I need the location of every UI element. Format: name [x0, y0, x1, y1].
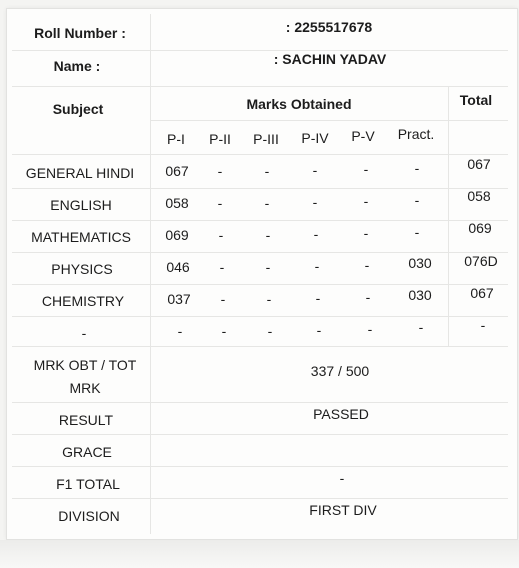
mark-cell: -: [312, 162, 318, 178]
grid-line: [448, 86, 449, 346]
marks-total-label: MRK OBT / TOT: [33, 357, 137, 373]
total-cell: 067: [467, 156, 491, 172]
mark-cell: -: [316, 322, 322, 338]
mark-cell: -: [363, 225, 369, 241]
name-label: Name :: [53, 58, 101, 74]
grid-line: [12, 220, 508, 221]
f1-total-value: -: [339, 470, 345, 486]
subject-name: ENGLISH: [50, 197, 112, 213]
mark-cell: 046: [166, 259, 190, 275]
mark-cell: -: [267, 323, 273, 339]
marks-obtained-header: Marks Obtained: [246, 96, 352, 112]
mark-cell: -: [264, 163, 270, 179]
grid-line: [12, 86, 508, 87]
mark-cell: -: [414, 192, 420, 208]
grid-line: [12, 252, 508, 253]
grid-line: [12, 402, 508, 403]
mark-cell: -: [266, 291, 272, 307]
subject-name: GENERAL HINDI: [25, 165, 135, 181]
paper-header-p5: P-V: [351, 128, 375, 144]
paper-header-p3: P-III: [253, 131, 279, 147]
mark-cell: -: [177, 323, 183, 339]
mark-cell: -: [364, 257, 370, 273]
grid-line: [150, 120, 508, 121]
mark-cell: 069: [165, 227, 189, 243]
mark-cell: -: [265, 227, 271, 243]
division-label: DIVISION: [58, 508, 120, 524]
roll-number-value: : 2255517678: [285, 19, 373, 35]
subject-name: MATHEMATICS: [31, 229, 131, 245]
mark-cell: -: [217, 195, 223, 211]
grid-line: [150, 14, 151, 534]
total-cell: 058: [467, 188, 491, 204]
mark-cell: -: [418, 319, 424, 335]
mark-cell: -: [314, 258, 320, 274]
result-label: RESULT: [58, 412, 114, 428]
grid-line: [12, 346, 508, 347]
marks-total-label-line2: MRK: [69, 380, 101, 396]
paper-header-p1: P-I: [167, 131, 185, 147]
mark-cell: -: [217, 163, 223, 179]
mark-cell: -: [363, 161, 369, 177]
total-cell: -: [480, 317, 486, 333]
mark-cell: -: [315, 290, 321, 306]
paper-header-p4: P-IV: [301, 130, 329, 146]
mark-cell: -: [414, 160, 420, 176]
mark-cell: -: [218, 227, 224, 243]
mark-cell: -: [414, 224, 420, 240]
total-cell: 067: [470, 285, 494, 301]
mark-cell: -: [367, 321, 373, 337]
grid-line: [12, 434, 508, 435]
grid-line: [12, 316, 508, 317]
mark-cell: 030: [408, 255, 432, 271]
paper-header-practical: Pract.: [397, 126, 435, 142]
mark-cell: -: [363, 193, 369, 209]
paper-header-p2: P-II: [209, 131, 231, 147]
mark-cell: 030: [408, 287, 432, 303]
grid-line: [12, 466, 508, 467]
result-value: PASSED: [313, 406, 369, 422]
f1-total-label: F1 TOTAL: [56, 476, 120, 492]
name-value: : SACHIN YADAV: [273, 51, 387, 67]
roll-number-label: Roll Number :: [34, 25, 126, 41]
subject-name: CHEMISTRY: [41, 293, 125, 309]
mark-cell: 058: [165, 195, 189, 211]
mark-cell: -: [264, 195, 270, 211]
mark-cell: -: [219, 259, 225, 275]
grid-line: [12, 154, 508, 155]
mark-cell: -: [312, 194, 318, 210]
grid-line: [12, 50, 508, 51]
mark-cell: 037: [167, 291, 191, 307]
grace-label: GRACE: [62, 444, 112, 460]
division-value: FIRST DIV: [309, 502, 377, 518]
mark-cell: 067: [165, 163, 189, 179]
mark-cell: -: [220, 291, 226, 307]
total-header: Total: [459, 92, 493, 108]
marks-total-value: 337 / 500: [310, 363, 370, 379]
total-cell: 076D: [464, 253, 498, 269]
total-cell: 069: [468, 220, 492, 236]
grid-line: [12, 188, 508, 189]
mark-cell: -: [265, 259, 271, 275]
page-edge: [0, 540, 519, 568]
grid-line: [12, 284, 508, 285]
mark-cell: -: [365, 289, 371, 305]
subject-header: Subject: [52, 101, 104, 117]
grid-line: [12, 498, 508, 499]
mark-cell: -: [221, 323, 227, 339]
subject-name: -: [81, 325, 87, 341]
subject-name: PHYSICS: [51, 261, 113, 277]
mark-cell: -: [313, 226, 319, 242]
